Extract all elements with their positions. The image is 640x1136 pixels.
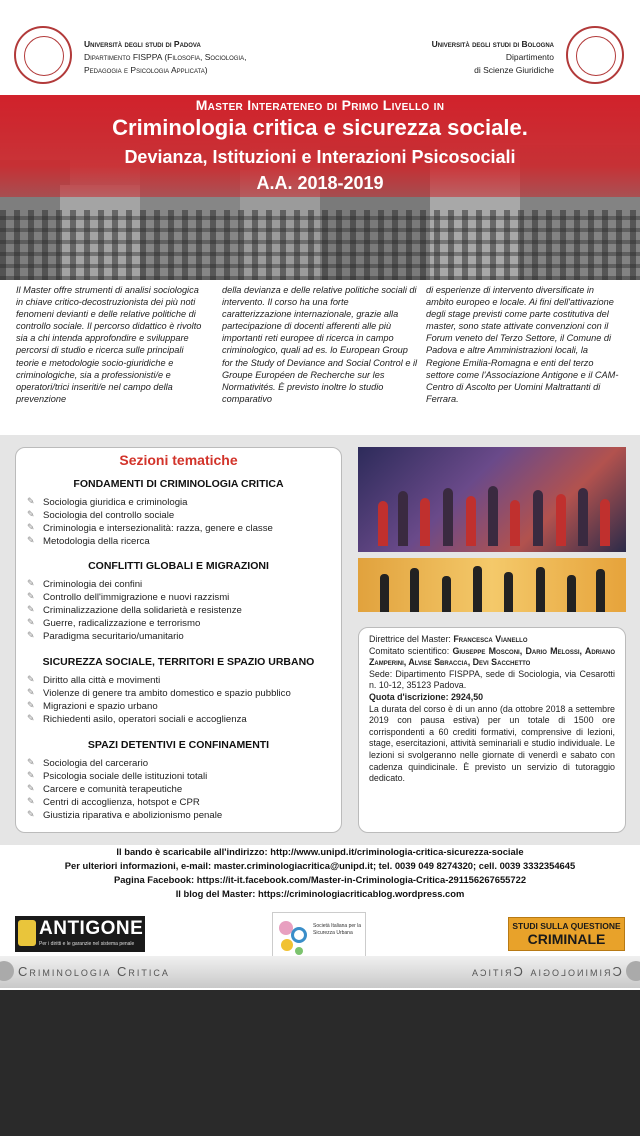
bologna-seal-icon: [566, 26, 624, 84]
list-item: ✎ Paradigma securitario/umanitario: [43, 631, 184, 642]
intro-text: [0, 280, 640, 430]
left-dept-line2: Pedagogia e Psicologia Applicata): [84, 65, 208, 75]
list-item: ✎ Diritto alla città e movimenti: [43, 675, 160, 686]
group-title: FONDAMENTI DI CRIMINOLOGIA CRITICA: [73, 478, 284, 490]
thematic-sections-box: [15, 447, 342, 833]
header: [0, 0, 640, 95]
contact-info[interactable]: Per ulteriori informazioni, e-mail: master.criminologiacritica@unipd.it; tel. 0039 049 8274320; cell. 0039 3332354645: [64, 860, 576, 871]
master-info-box: [358, 627, 626, 833]
intro-col-1: Il Master offre strumenti di analisi sociologica in chiave critico-decostruzionista dei più noti fenomeni devianti e delle relative politiche di controllo sociale. Il percorso didattico è rivolto sia a chi intenda approfondire e sviluppare percorsi di studio e ricerca sulle principali teorie e metodologie socio-giuridiche e criminologiche, sia a professionisti/e e operatori/trici inseriti/e nel campo della prevenzione: [16, 285, 202, 404]
academic-year: A.A. 2018-2019: [256, 173, 384, 193]
group-title: SPAZI DETENTIVI E CONFINAMENTI: [87, 739, 270, 751]
master-type: Master Interateneo di Primo Livello in: [195, 97, 445, 113]
list-item: ✎ Giustizia riparativa e abolizionismo penale: [43, 810, 222, 821]
list-item: ✎ Criminalizzazione della solidarietà e resistenze: [43, 605, 242, 616]
antigone-logo: ANTIGONE Per i diritti e le garanzie nel sistema penale: [15, 916, 145, 952]
padova-seal-icon: [14, 26, 72, 84]
group-title: SICUREZZA SOCIALE, TERRITORI E SPAZIO URBANO: [42, 656, 315, 668]
blog-link[interactable]: Il blog del Master: https://criminologiacriticablog.wordpress.com: [175, 888, 465, 899]
crowd-artwork: [358, 447, 626, 552]
intro-col-2: della devianza e delle relative politiche sociali di intervento. Il corso ha una forte caratterizzazione internazionale, grazie alla partecipazione di docenti afferenti alle più importanti reti europee di ricerca in campo criminologico, quali ad es. lo European Group for the Study of Deviance and Social Control e il Groupe Européen de Recherche sur les Normativités. È previsto inoltre lo studio comparativo: [222, 285, 418, 404]
list-item: ✎ Migrazioni e spazio urbano: [43, 701, 158, 712]
master-subtitle: Devianza, Istituzioni e Interazioni Psicosociali: [124, 147, 516, 167]
sections-title: Sezioni tematiche: [119, 452, 238, 468]
right-university: [432, 38, 554, 77]
list-item: ✎ Richiedenti asilo, operatori sociali e accoglienza: [43, 714, 247, 725]
durata-text: La durata del corso è di un anno (da ottobre 2018 a settembre 2019 con pausa estiva) per un totale di 1500 ore corrispondenti a 60 crediti formativi, comprensive di lezioni, stage, esercitazioni, attività seminariali e studio individuale. Le lezioni si svolgeranno nelle giornate di venerdì e sabato con cadenza quindicinale. È previsto un servizio di tutoraggio dedicato.: [369, 703, 615, 784]
eye-icon: [0, 961, 14, 981]
strip-right-text: Criminologia Critica: [470, 964, 622, 979]
list-item: ✎ Criminologia e intersezionalità: razza, genere e classe: [43, 523, 273, 534]
silhouette-artwork: [358, 558, 626, 612]
list-item: ✎ Carcere e comunità terapeutiche: [43, 784, 182, 795]
left-university: [84, 38, 246, 77]
list-item: ✎ Violenze di genere tra ambito domestico e spazio pubblico: [43, 688, 291, 699]
director-line: Direttrice del Master: Francesca Vianello: [369, 634, 528, 644]
bottom-strip: [0, 956, 640, 988]
list-item: ✎ Controllo dell'immigrazione e nuovi razzismi: [43, 592, 229, 603]
director-name: Francesca Vianello: [453, 634, 528, 644]
left-dept-line1: Dipartimento FISPPA (Filosofia, Sociologia,: [84, 52, 247, 62]
sede-line: Sede: Dipartimento FISPPA, sede di Sociologia, via Cesarotti n. 10-12, 35123 Padova.: [369, 668, 615, 691]
list-item: ✎ Criminologia dei confini: [43, 579, 142, 590]
list-item: ✎ Psicologia sociale delle istituzioni totali: [43, 771, 207, 782]
bando-link[interactable]: Il bando è scaricabile all'indirizzo: http://www.unipd.it/criminologia-critica-sicurezza-sociale: [116, 846, 524, 857]
red-title-bar: [0, 95, 640, 197]
right-dept-line1: Dipartimento: [505, 52, 554, 62]
building-windows: [0, 210, 640, 280]
right-dept-line2: di Scienze Giuridiche: [474, 65, 554, 75]
quota-line: Quota d'iscrizione: 2924,50: [369, 691, 484, 702]
list-item: ✎ Sociologia giuridica e criminologia: [43, 497, 188, 508]
title-banner: [0, 95, 640, 280]
list-item: ✎ Sociologia del controllo sociale: [43, 510, 174, 521]
list-item: ✎ Centri di accoglienza, hotspot e CPR: [43, 797, 200, 808]
eye-icon: [626, 961, 640, 981]
group-title: CONFLITTI GLOBALI E MIGRAZIONI: [88, 560, 269, 572]
master-title: Criminologia critica e sicurezza sociale.: [112, 115, 528, 140]
committee-names: Giuseppe Mosconi, Dario Melossi, Adriano Zamperini, Alvise Sbraccia, Devi Sacchetto: [369, 645, 615, 668]
studi-questione-criminale-logo: STUDI SULLA QUESTIONE CRIMINALE: [508, 917, 625, 951]
left-uni-name: Università degli studi di Padova: [84, 39, 201, 49]
siss-logo: Società Italiana per la Sicurezza Urbana: [272, 912, 366, 964]
strip-left-text: Criminologia Critica: [18, 964, 170, 979]
right-uni-name: Università degli studi di Bologna: [431, 39, 554, 49]
list-item: ✎ Guerre, radicalizzazione e terrorismo: [43, 618, 200, 629]
committee-line: Comitato scientifico: Giuseppe Mosconi, Dario Melossi, Adriano Zamperini, Alvise Sbraccia, Devi Sacchetto: [369, 645, 615, 668]
list-item: ✎ Sociologia del carcerario: [43, 758, 148, 769]
facebook-link[interactable]: Pagina Facebook: https://it-it.facebook.com/Master-in-Criminologia-Critica-291156267655722: [113, 874, 527, 885]
list-item: ✎ Metodologia della ricerca: [43, 536, 150, 547]
antigone-face-icon: [18, 920, 36, 946]
intro-col-3: di esperienze di intervento diversificate in ambito europeo e locale. Ai fini dell'attivazione degli stage previsti come parte costitutiva del master, sono state attivate convenzioni con il Forum veneto del Terzo Settore, il Comune di Padova e altre Amministrazioni locali, la Regione Emilia-Romagna e enti del terzo settore come l'Associazione Antigone e il CAM- Centro di Ascolto per Uomini Maltrattanti di Ferrara.: [426, 285, 619, 404]
